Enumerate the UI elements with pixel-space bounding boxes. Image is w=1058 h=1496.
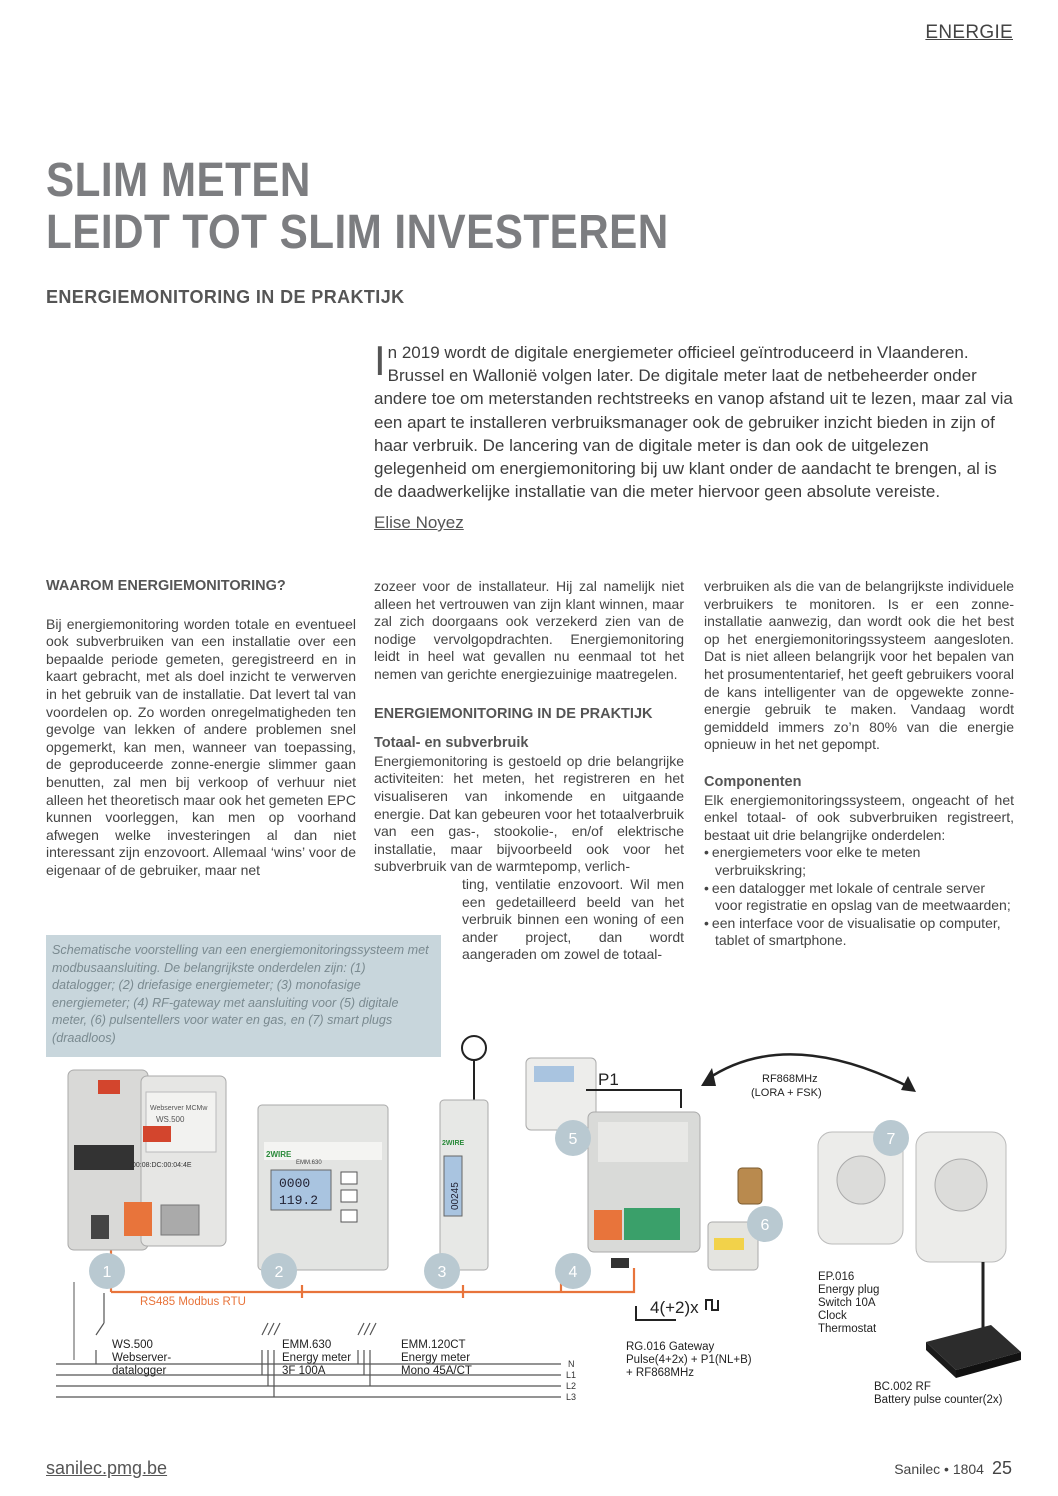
- column-2: [374, 578, 684, 964]
- gateway-device: [588, 1112, 700, 1268]
- mono-lcd: 00245: [450, 1182, 461, 1210]
- emm-model: EMM.630: [296, 1160, 322, 1166]
- rf-link: [701, 1054, 916, 1099]
- ws-label-3: datalogger: [112, 1365, 167, 1377]
- subheading-componenten: Componenten: [704, 773, 802, 790]
- bc-label-2: Battery pulse counter(2x): [874, 1394, 1003, 1406]
- emm630-device: [258, 1105, 388, 1270]
- list-item: • een datalogger met lokale of centrale server voor registratie en opslag van de meetwaarden;: [704, 880, 1014, 915]
- digital-meter-device: [526, 1058, 596, 1130]
- article-title: [46, 155, 669, 259]
- title-line-2: LEIDT TOT SLIM INVESTEREN: [46, 206, 669, 259]
- line-label-l3: L3: [566, 1392, 577, 1402]
- bus-label: RS485 Modbus RTU: [140, 1296, 246, 1308]
- ep-label-5: Thermostat: [818, 1323, 877, 1335]
- emm-brand: 2WIRE: [266, 1150, 292, 1159]
- list-item: • een interface voor de visualisatie op computer, tablet of smartphone.: [704, 915, 1014, 950]
- figure-caption: Schematische voorstelling van een energiemonitoringssysteem met modbusaansluiting. De belangrijkste onderdelen zijn: (1) datalogger; (2) driefasige energiemeter; (3) monofasige energiemeter; (4) RF-gateway met aansluiting voor (5) digitale meter, (6) pulsentellers voor water en gas, en (7) smart plugs (draadloos): [46, 935, 441, 1057]
- paragraph-continued: ting, ventilatie enzovoort. Wil men een gedetailleerd beeld van het verbruik binnen een woning of een ander project, dan wordt aangeraden om zowel de totaal-: [462, 875, 684, 963]
- ep-label-4: Clock: [818, 1310, 847, 1322]
- ep-label-2: Energy plug: [818, 1284, 880, 1296]
- emm120-device: [440, 1036, 488, 1270]
- author-link[interactable]: Elise Noyez: [374, 513, 464, 532]
- heading-waarom: WAAROM ENERGIEMONITORING?: [46, 578, 286, 594]
- article-subtitle: ENERGIEMONITORING IN DE PRAKTIJK: [46, 287, 405, 307]
- footer-url-link[interactable]: sanilec.pmg.be: [46, 1458, 168, 1478]
- paragraph: zozeer voor de installateur. Hij zal namelijk niet alleen het vertrouwen van zijn klant winnen, maar zal zich doorgaans ook verzekerd zien van de nodige vervolgopdrachten. Energiemonitoring leidt in heel wat gevallen nu eenmaal tot het nemen van gerichte energiezuinige maatregelen.: [374, 578, 684, 682]
- subheading-totaal: Totaal- en subverbruik: [374, 735, 529, 752]
- ws-label-2: Webserver-: [112, 1352, 172, 1364]
- page-number: 25: [991, 1458, 1012, 1478]
- ws-brand: Webserver MCMw: [150, 1105, 208, 1112]
- pulse-label: 4(+2)x: [650, 1298, 699, 1317]
- footer-info: [894, 1458, 1012, 1479]
- column-3: [704, 578, 1014, 950]
- svg-text:4: 4: [568, 1264, 578, 1281]
- intro-paragraph: [374, 337, 1014, 503]
- rg-label-2: Pulse(4+2x) + P1(NL+B): [626, 1354, 752, 1366]
- mono-brand: 2WIRE: [442, 1140, 465, 1147]
- smart-plug-devices: [818, 1132, 1006, 1262]
- lcd-line-2: 119.2: [279, 1193, 319, 1208]
- drop-cap: I: [374, 337, 386, 384]
- section-tag[interactable]: ENERGIE: [925, 22, 1013, 43]
- system-diagram: [46, 1030, 1036, 1430]
- bc-label-1: BC.002 RF: [874, 1381, 931, 1393]
- paragraph: Bij energiemonitoring worden totale en eventueel ook subverbruiken van een installatie over een bepaalde periode gemeten, geregistreerd en in kaart gebracht, met als doel inzicht te verwerven in het gebruik van de installatie. Dat levert tal van voordelen op. Zo worden onregelmatigheden ten gevolge van lekken of andere problemen snel opgemerkt, kan men, wanneer van toepassing, de geproduceerde zonne-energie slimmer gaan benutten, zal men bij verkoop of verhuur niet alleen het theoretisch maar ook het gemeten EPC kunnen voorleggen, kan men op voorhand afwegen welke investeringen al dan niet interessant zijn enzovoort. Allemaal ‘wins’ voor de eigenaar of de gebruiker, maar net: [46, 615, 356, 878]
- svg-text:2: 2: [274, 1264, 284, 1281]
- svg-text:5: 5: [568, 1131, 578, 1148]
- datalogger-device: [68, 1070, 226, 1250]
- paragraph: Energiemonitoring is gestoeld op drie belangrijke activiteiten: het meten, het registreren en het visualiseren van inkomende en uitgaande energie. Dat kan gebeuren voor het totaalverbruik van een gas-, stookolie-, en/of elektrische installatie, maar bijvoorbeeld ook voor het subverbruik van de warmtepomp, verlich-: [374, 752, 684, 875]
- ws-label-1: WS.500: [112, 1339, 153, 1351]
- emm630-label-2: Energy meter: [282, 1352, 352, 1364]
- line-label-l1: L1: [566, 1370, 577, 1380]
- svg-text:6: 6: [760, 1217, 770, 1234]
- rg-label-1: RG.016 Gateway: [626, 1341, 715, 1353]
- rf-label-1: RF868MHz: [762, 1073, 818, 1085]
- magazine-issue: Sanilec • 1804: [894, 1461, 984, 1477]
- title-line-1: SLIM METEN: [46, 154, 311, 207]
- ws-mac: 00:08:DC:00:04:4E: [132, 1162, 192, 1169]
- emm630-label-3: 3F 100A: [282, 1365, 326, 1377]
- ep-label-3: Switch 10A: [818, 1297, 876, 1309]
- svg-text:3: 3: [437, 1264, 447, 1281]
- component-list: [704, 844, 1014, 950]
- intro-text: n 2019 wordt de digitale energiemeter officieel geïntroduceerd in Vlaanderen. Brussel en Wallonië volgen later. De digitale meter laat de netbeheerder onder andere toe om meterstanden rechtstreeks en vanop afstand uit te lezen, maar zal via een apart te installeren verbruiksmanager ook de gebruiker inzicht bieden in zijn of haar verbruik. De lancering van de digitale meter is dan ook de uitgelezen gelegenheid om energiemonitoring bij uw klant onder de aandacht te brengen, al is de daadwerkelijke installatie van die meter hiervoor geen absolute vereiste.: [374, 343, 1013, 502]
- p1-connection: [586, 1070, 681, 1108]
- ep-label-1: EP.016: [818, 1271, 855, 1283]
- ws-model: WS.500: [156, 1115, 185, 1124]
- rg-label-3: + RF868MHz: [626, 1367, 695, 1379]
- svg-text:1: 1: [102, 1264, 112, 1281]
- list-item: • energiemeters voor elke te meten verbruikskring;: [704, 844, 1014, 879]
- p1-label: P1: [598, 1070, 619, 1089]
- rf-label-2: (LORA + FSK): [751, 1087, 822, 1099]
- paragraph: Elk energiemonitoringssysteem, ongeacht of het enkel totaal- of ook subverbruiken registreert, bestaat uit drie belangrijke onderdelen:: [704, 791, 1014, 843]
- emm630-label-1: EMM.630: [282, 1339, 332, 1351]
- line-label-n: N: [568, 1359, 575, 1369]
- paragraph: verbruiken als die van de belangrijkste individuele verbruikers te monitoren. Is er een zonne-installatie aanwezig, dan wordt ook die het best op het energiemonitoringssysteem aangesloten. Dat is niet alleen belangrijk voor het bepalen van het prosumententarief, het geeft gebruikers vooral de kans intelligenter van de opgewekte zonne-energie gebruik te maken. Vandaag wordt gemiddeld immers zo’n 80% van die energie opnieuw in het net gepompt.: [704, 578, 1014, 753]
- svg-text:7: 7: [886, 1131, 896, 1148]
- emm120-label-1: EMM.120CT: [401, 1339, 466, 1351]
- battery-counter-device: [926, 1262, 1021, 1378]
- emm120-label-3: Mono 45A/CT: [401, 1365, 472, 1377]
- emm120-label-2: Energy meter: [401, 1352, 471, 1364]
- line-label-l2: L2: [566, 1381, 577, 1391]
- heading-praktijk: ENERGIEMONITORING IN DE PRAKTIJK: [374, 705, 653, 722]
- column-1: [46, 578, 356, 880]
- lcd-line-1: 0000: [279, 1176, 311, 1191]
